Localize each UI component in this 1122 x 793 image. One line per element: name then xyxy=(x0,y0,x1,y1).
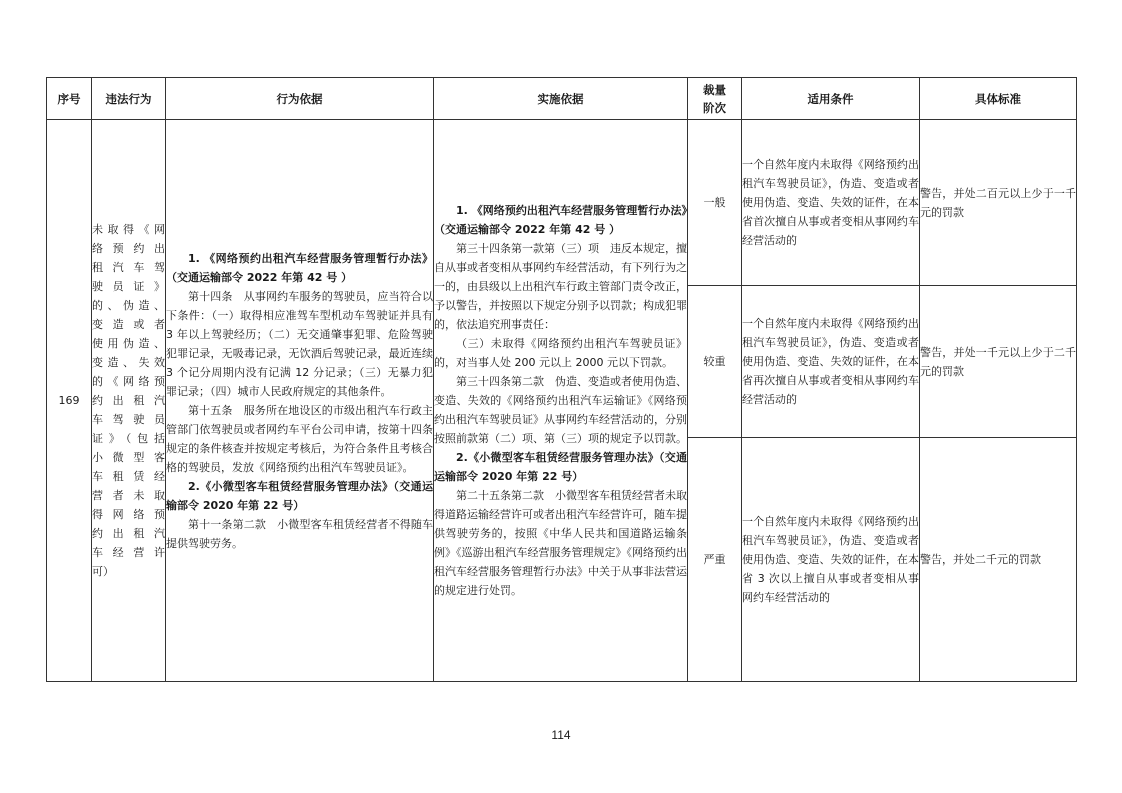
header-level-line-2: 阶次 xyxy=(703,100,726,115)
level-severe: 严重 xyxy=(688,438,742,682)
discretion-standards-table xyxy=(46,77,1077,682)
row-basis xyxy=(166,120,434,682)
header-condition: 适用条件 xyxy=(742,78,920,120)
basis-paragraph-1: 第十四条 从事网约车服务的驾驶员，应当符合以下条件：（一）取得相应准驾车型机动车驾驶证并具有 3 年以上驾驶经历；（二）无交通肇事犯罪、危险驾驶犯罪记录，无吸毒记录，无饮酒后驾驶记录，最近连续 3 个记分周期内没有记满 12 分记录；（三）无暴力犯罪记录；（四）城市人民政府规定的其他条件。 xyxy=(166,289,433,398)
basis-title-2: 2.《小微型客车租赁经营服务管理办法》（交通运输部令 2020 年第 22 号） xyxy=(166,479,433,512)
standard-severe: 警告，并处二千元的罚款 xyxy=(920,438,1077,682)
violation-line: 使用伪造、 xyxy=(92,337,165,350)
violation-line: 租汽车驾 xyxy=(92,261,165,274)
header-level-line-1: 裁量 xyxy=(703,82,726,97)
violation-line: 变造、失效 xyxy=(92,356,165,369)
row-violation xyxy=(92,120,166,682)
table-row xyxy=(47,120,1077,286)
violation-line: 得网络预 xyxy=(92,508,165,521)
violation-line: 变造或者 xyxy=(92,318,165,331)
violation-line: 未取得《网 xyxy=(92,223,165,236)
header-seq: 序号 xyxy=(47,78,92,120)
condition-serious: 一个自然年度内未取得《网络预约出租汽车驾驶员证》，伪造、变造或者使用伪造、变造、失效的证件，在本省再次擅自从事或者变相从事网约车经营活动的 xyxy=(742,286,920,438)
header-implementation: 实施依据 xyxy=(434,78,688,120)
violation-line: 可） xyxy=(92,565,114,578)
impl-paragraph-2: （三）未取得《网络预约出租汽车驾驶员证》的，对当事人处 200 元以上 2000 元以下罚款。 xyxy=(434,337,687,369)
header-level xyxy=(688,78,742,120)
basis-title-1: 1. 《网络预约出租汽车经营服务管理暂行办法》（交通运输部令 2022 年第 42 号 ） xyxy=(166,251,433,284)
violation-line: 驶员证》 xyxy=(92,280,165,293)
header-violation: 违法行为 xyxy=(92,78,166,120)
violation-line: 小微型客 xyxy=(92,451,165,464)
impl-title-2: 2.《小微型客车租赁经营服务管理办法》（交通运输部令 2020 年第 22 号） xyxy=(434,451,687,483)
violation-line: 的《网络预 xyxy=(92,375,165,388)
impl-paragraph-1: 第三十四条第一款第（三）项 违反本规定，擅自从事或者变相从事网约车经营活动，有下列行为之一的，由县级以上出租汽车行政主管部门责令改正，予以警告，并按照以下规定分别予以罚款；构成犯罪的，依法追究刑事责任： xyxy=(434,242,687,331)
violation-line: 的、伪造、 xyxy=(92,299,165,312)
violation-line: 络预约出 xyxy=(92,242,165,255)
table-header-row xyxy=(47,78,1077,120)
impl-paragraph-4: 第二十五条第二款 小微型客车租赁经营者未取得道路运输经营许可或者出租汽车经营许可，随车提供驾驶劳务的，按照《中华人民共和国道路运输条例》《巡游出租汽车经营服务管理规定》《网络预约出租汽车经营服务管理暂行办法》中关于从事非法营运的规定进行处罚。 xyxy=(434,489,687,597)
basis-paragraph-2: 第十五条 服务所在地设区的市级出租汽车行政主管部门依驾驶员或者网约车平台公司申请，按第十四条规定的条件核查并按规定考核后，为符合条件且考核合格的驾驶员，发放《网络预约出租汽车驾驶员证》。 xyxy=(166,403,433,474)
level-serious: 较重 xyxy=(688,286,742,438)
violation-line: 营者未取 xyxy=(92,489,165,502)
basis-paragraph-3: 第十一条第二款 小微型客车租赁经营者不得随车提供驾驶劳务。 xyxy=(166,517,433,550)
page-number: 114 xyxy=(551,728,571,742)
level-general: 一般 xyxy=(688,120,742,286)
impl-title-1: 1. 《网络预约出租汽车经营服务管理暂行办法》（交通运输部令 2022 年第 42 号 ） xyxy=(434,204,687,236)
standard-general: 警告，并处二百元以上少于一千元的罚款 xyxy=(920,120,1077,286)
violation-line: 约出租汽 xyxy=(92,394,165,407)
header-standard: 具体标准 xyxy=(920,78,1077,120)
standard-serious: 警告，并处一千元以上少于二千元的罚款 xyxy=(920,286,1077,438)
condition-general: 一个自然年度内未取得《网络预约出租汽车驾驶员证》，伪造、变造或者使用伪造、变造、失效的证件，在本省首次擅自从事或者变相从事网约车经营活动的 xyxy=(742,120,920,286)
row-implementation xyxy=(434,120,688,682)
impl-paragraph-3: 第三十四条第二款 伪造、变造或者使用伪造、变造、失效的《网络预约出租汽车运输证》《网络预约出租汽车驾驶员证》从事网约车经营活动的，分别按照前款第（二）项、第（三）项的规定予以罚款。 xyxy=(434,375,687,445)
row-seq: 169 xyxy=(47,120,92,682)
header-basis: 行为依据 xyxy=(166,78,434,120)
violation-line: 车驾驶员 xyxy=(92,413,165,426)
violation-line: 车经营许 xyxy=(92,546,165,559)
violation-line: 车租赁经 xyxy=(92,470,165,483)
violation-line: 约出租汽 xyxy=(92,527,165,540)
violation-line: 证》（包括 xyxy=(92,432,165,445)
condition-severe: 一个自然年度内未取得《网络预约出租汽车驾驶员证》，伪造、变造或者使用伪造、变造、失效的证件，在本省 3 次以上擅自从事或者变相从事网约车经营活动的 xyxy=(742,438,920,682)
